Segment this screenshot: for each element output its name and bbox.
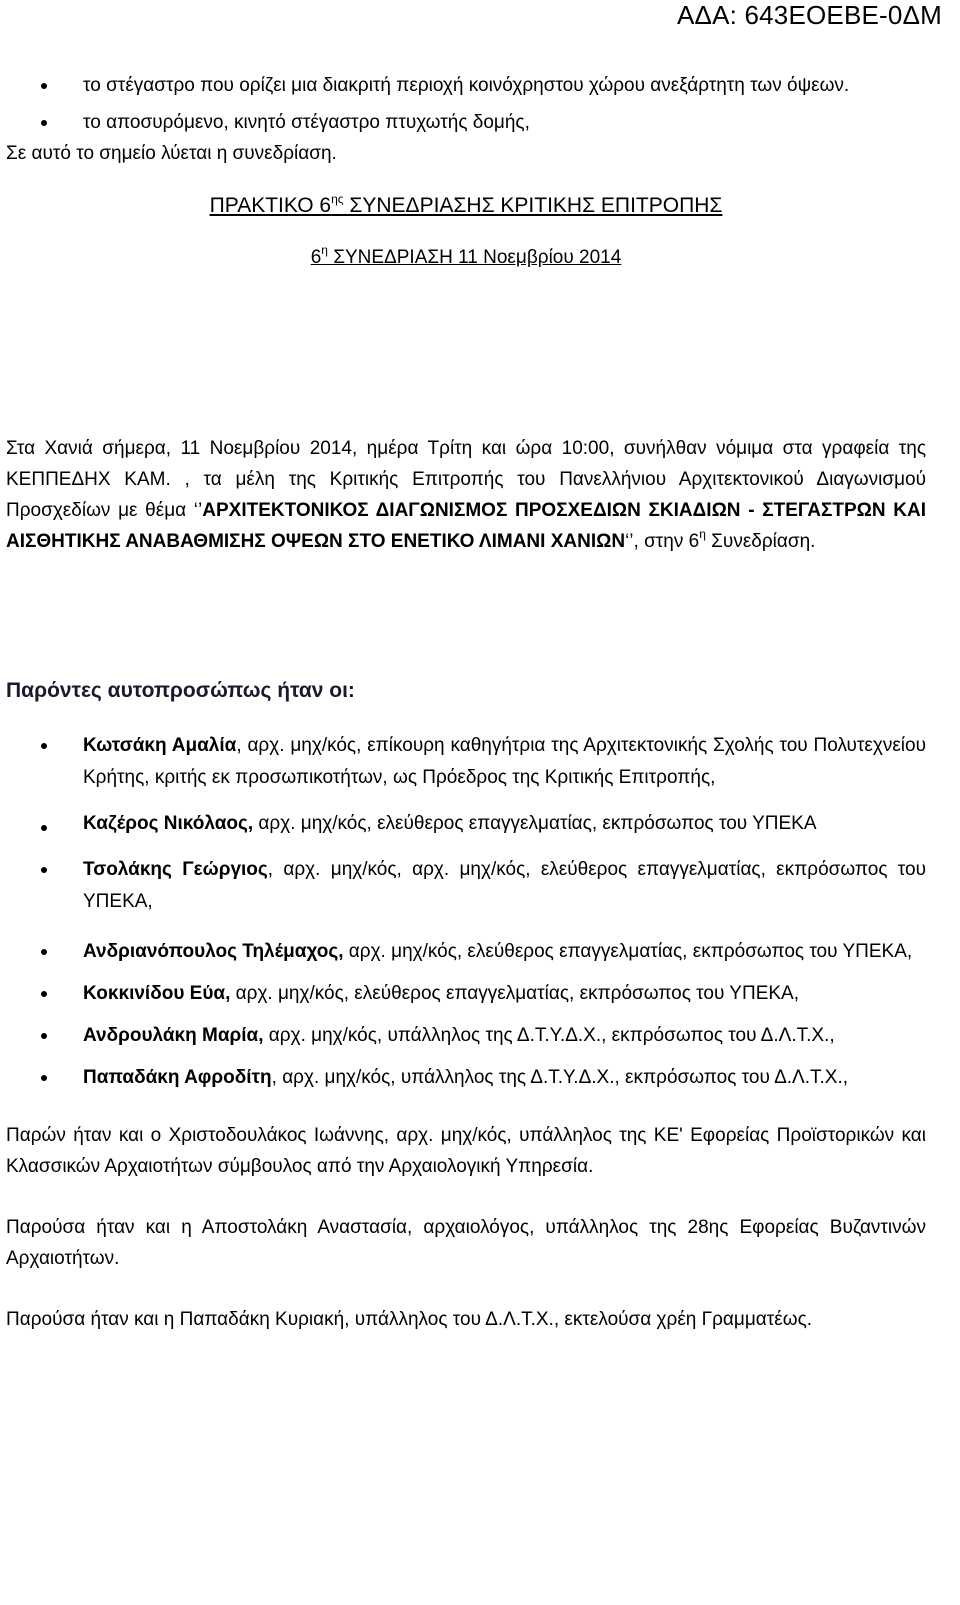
member-item [6, 730, 926, 794]
member-item [6, 936, 926, 968]
title-line2-pre: 6 [310, 247, 322, 268]
intro-text: Στα Χανιά σήμερα, 11 Νοεμβρίου 2014, ημέρα Τρίτη και ώρα 10:00, συνήλθαν νόμιμα στα γραφεία της ΚΕΠΠΕΔΗΧ ΚΑΜ. , τα μέλη της Κριτικής Επιτροπής του Πανελλήνιου Αρχιτεκτονικού Διαγωνισμού Προσχεδίων με θέμα ‘’ [6, 438, 926, 521]
member-desc: , αρχ. μηχ/κός, υπάλληλος της Δ.Τ.Υ.Δ.Χ., εκπρόσωπος του Δ.Λ.Τ.Χ., [271, 1067, 849, 1088]
competition-theme: ΑΡΧΙΤΕΚΤΟΝΙΚΟΣ ΔΙΑΓΩΝΙΣΜΟΣ ΠΡΟΣΧΕΔΙΩΝ ΣΚΙΑΔΙΩΝ - ΣΤΕΓΑΣΤΡΩΝ ΚΑΙ ΑΙΣΘΗΤΙΚΗΣ ΑΝΑΒΑΘΜΙΣΗΣ ΟΨΕΩΝ ΣΤΟ ΕΝΕΤΙΚΟ ΛΙΜΑΝΙ ΧΑΝΙΩΝ [6, 500, 926, 552]
closing-line: Σε αυτό το σημείο λύεται η συνεδρίαση. [6, 143, 337, 164]
archaeologist-paragraph: Παρούσα ήταν και η Αποστολάκη Αναστασία, αρχαιολόγος, υπάλληλος της 28ης Εφορείας Βυζαντινών Αρχαιοτήτων. [6, 1217, 926, 1269]
member-item [6, 1020, 926, 1052]
member-item [6, 978, 926, 1010]
member-name: Τσολάκης Γεώργιος [83, 859, 268, 880]
members-list [6, 730, 926, 1094]
member-item [6, 812, 926, 836]
member-desc: αρχ. μηχ/κός, ελεύθερος επαγγελματίας, εκπρόσωπος του ΥΠΕΚΑ [253, 813, 817, 834]
member-name: Κωτσάκη Αμαλία [83, 735, 237, 756]
present-heading: Παρόντες αυτοπροσώπως ήταν οι: [6, 679, 355, 702]
intro-text-3: Συνεδρίαση. [705, 531, 816, 552]
member-name: Ανδρουλάκη Μαρία, [83, 1025, 264, 1046]
member-name: Καζέρος Νικόλαος, [83, 813, 254, 834]
secretary-paragraph: Παρούσα ήταν και η Παπαδάκη Κυριακή, υπάλληλος του Δ.Λ.Τ.Χ., εκτελούσα χρέη Γραμματέως. [6, 1309, 813, 1330]
canopy-bullet-list [6, 70, 926, 138]
list-item: το αποσυρόμενο, κινητό στέγαστρο πτυχωτής δομής, [6, 107, 926, 138]
member-desc: αρχ. μηχ/κός, ελεύθερος επαγγελματίας, εκπρόσωπος του ΥΠΕΚΑ, [230, 983, 800, 1004]
member-name: Ανδριανόπουλος Τηλέμαχος, [83, 941, 344, 962]
title-line2-sup: η [321, 243, 328, 257]
intro-text-2: ‘’, στην 6 [625, 531, 700, 552]
member-item [6, 854, 926, 918]
list-item: το στέγαστρο που ορίζει μια διακριτή περιοχή κοινόχρηστου χώρου ανεξάρτητη των όψεων. [6, 70, 926, 101]
member-desc: αρχ. μηχ/κός, υπάλληλος της Δ.Τ.Υ.Δ.Χ., εκπρόσωπος του Δ.Λ.Τ.Χ., [263, 1025, 835, 1046]
advisor-paragraph: Παρών ήταν και ο Χριστοδουλάκος Ιωάννης, αρχ. μηχ/κός, υπάλληλος της ΚΕ' Εφορείας Προϊστορικών και Κλασσικών Αρχαιοτήτων σύμβουλος από την Αρχαιολογική Υπηρεσία. [6, 1125, 926, 1177]
title-line1-sup: ης [331, 192, 344, 206]
member-name: Κοκκινίδου Εύα, [83, 983, 231, 1004]
member-name: Παπαδάκη Αφροδίτη [83, 1067, 272, 1088]
member-desc: αρχ. μηχ/κός, ελεύθερος επαγγελματίας, εκπρόσωπος του ΥΠΕΚΑ, [343, 941, 913, 962]
member-item [6, 1062, 926, 1094]
member-desc: , αρχ. μηχ/κός, αρχ. μηχ/κός, ελεύθερος επαγγελματίας, εκπρόσωπος του ΥΠΕΚΑ, [83, 859, 927, 912]
session-subtitle [6, 243, 926, 273]
title-line1-pre: ΠΡΑΚΤΙΚΟ 6 [209, 194, 332, 217]
minutes-title [6, 191, 926, 221]
title-line2-post: ΣΥΝΕΔΡΙΑΣΗ 11 Νοεμβρίου 2014 [327, 247, 622, 268]
document-body [6, 64, 926, 1335]
member-desc: , αρχ. μηχ/κός, επίκουρη καθηγήτρια της Αρχιτεκτονικής Σχολής του Πολυτεχνείου Κρήτης, κριτής εκ προσωπικοτήτων, ως Πρόεδρος της Κριτικής Επιτροπής, [83, 735, 926, 788]
title-line1-post: ΣΥΝΕΔΡΙΑΣΗΣ ΚΡΙΤΙΚΗΣ ΕΠΙΤΡΟΠΗΣ [343, 194, 723, 217]
ada-code: ΑΔΑ: 643ΕΟΕΒΕ-0ΔΜ [676, 0, 942, 30]
intro-paragraph [6, 433, 926, 557]
intro-sup: η [699, 527, 706, 541]
